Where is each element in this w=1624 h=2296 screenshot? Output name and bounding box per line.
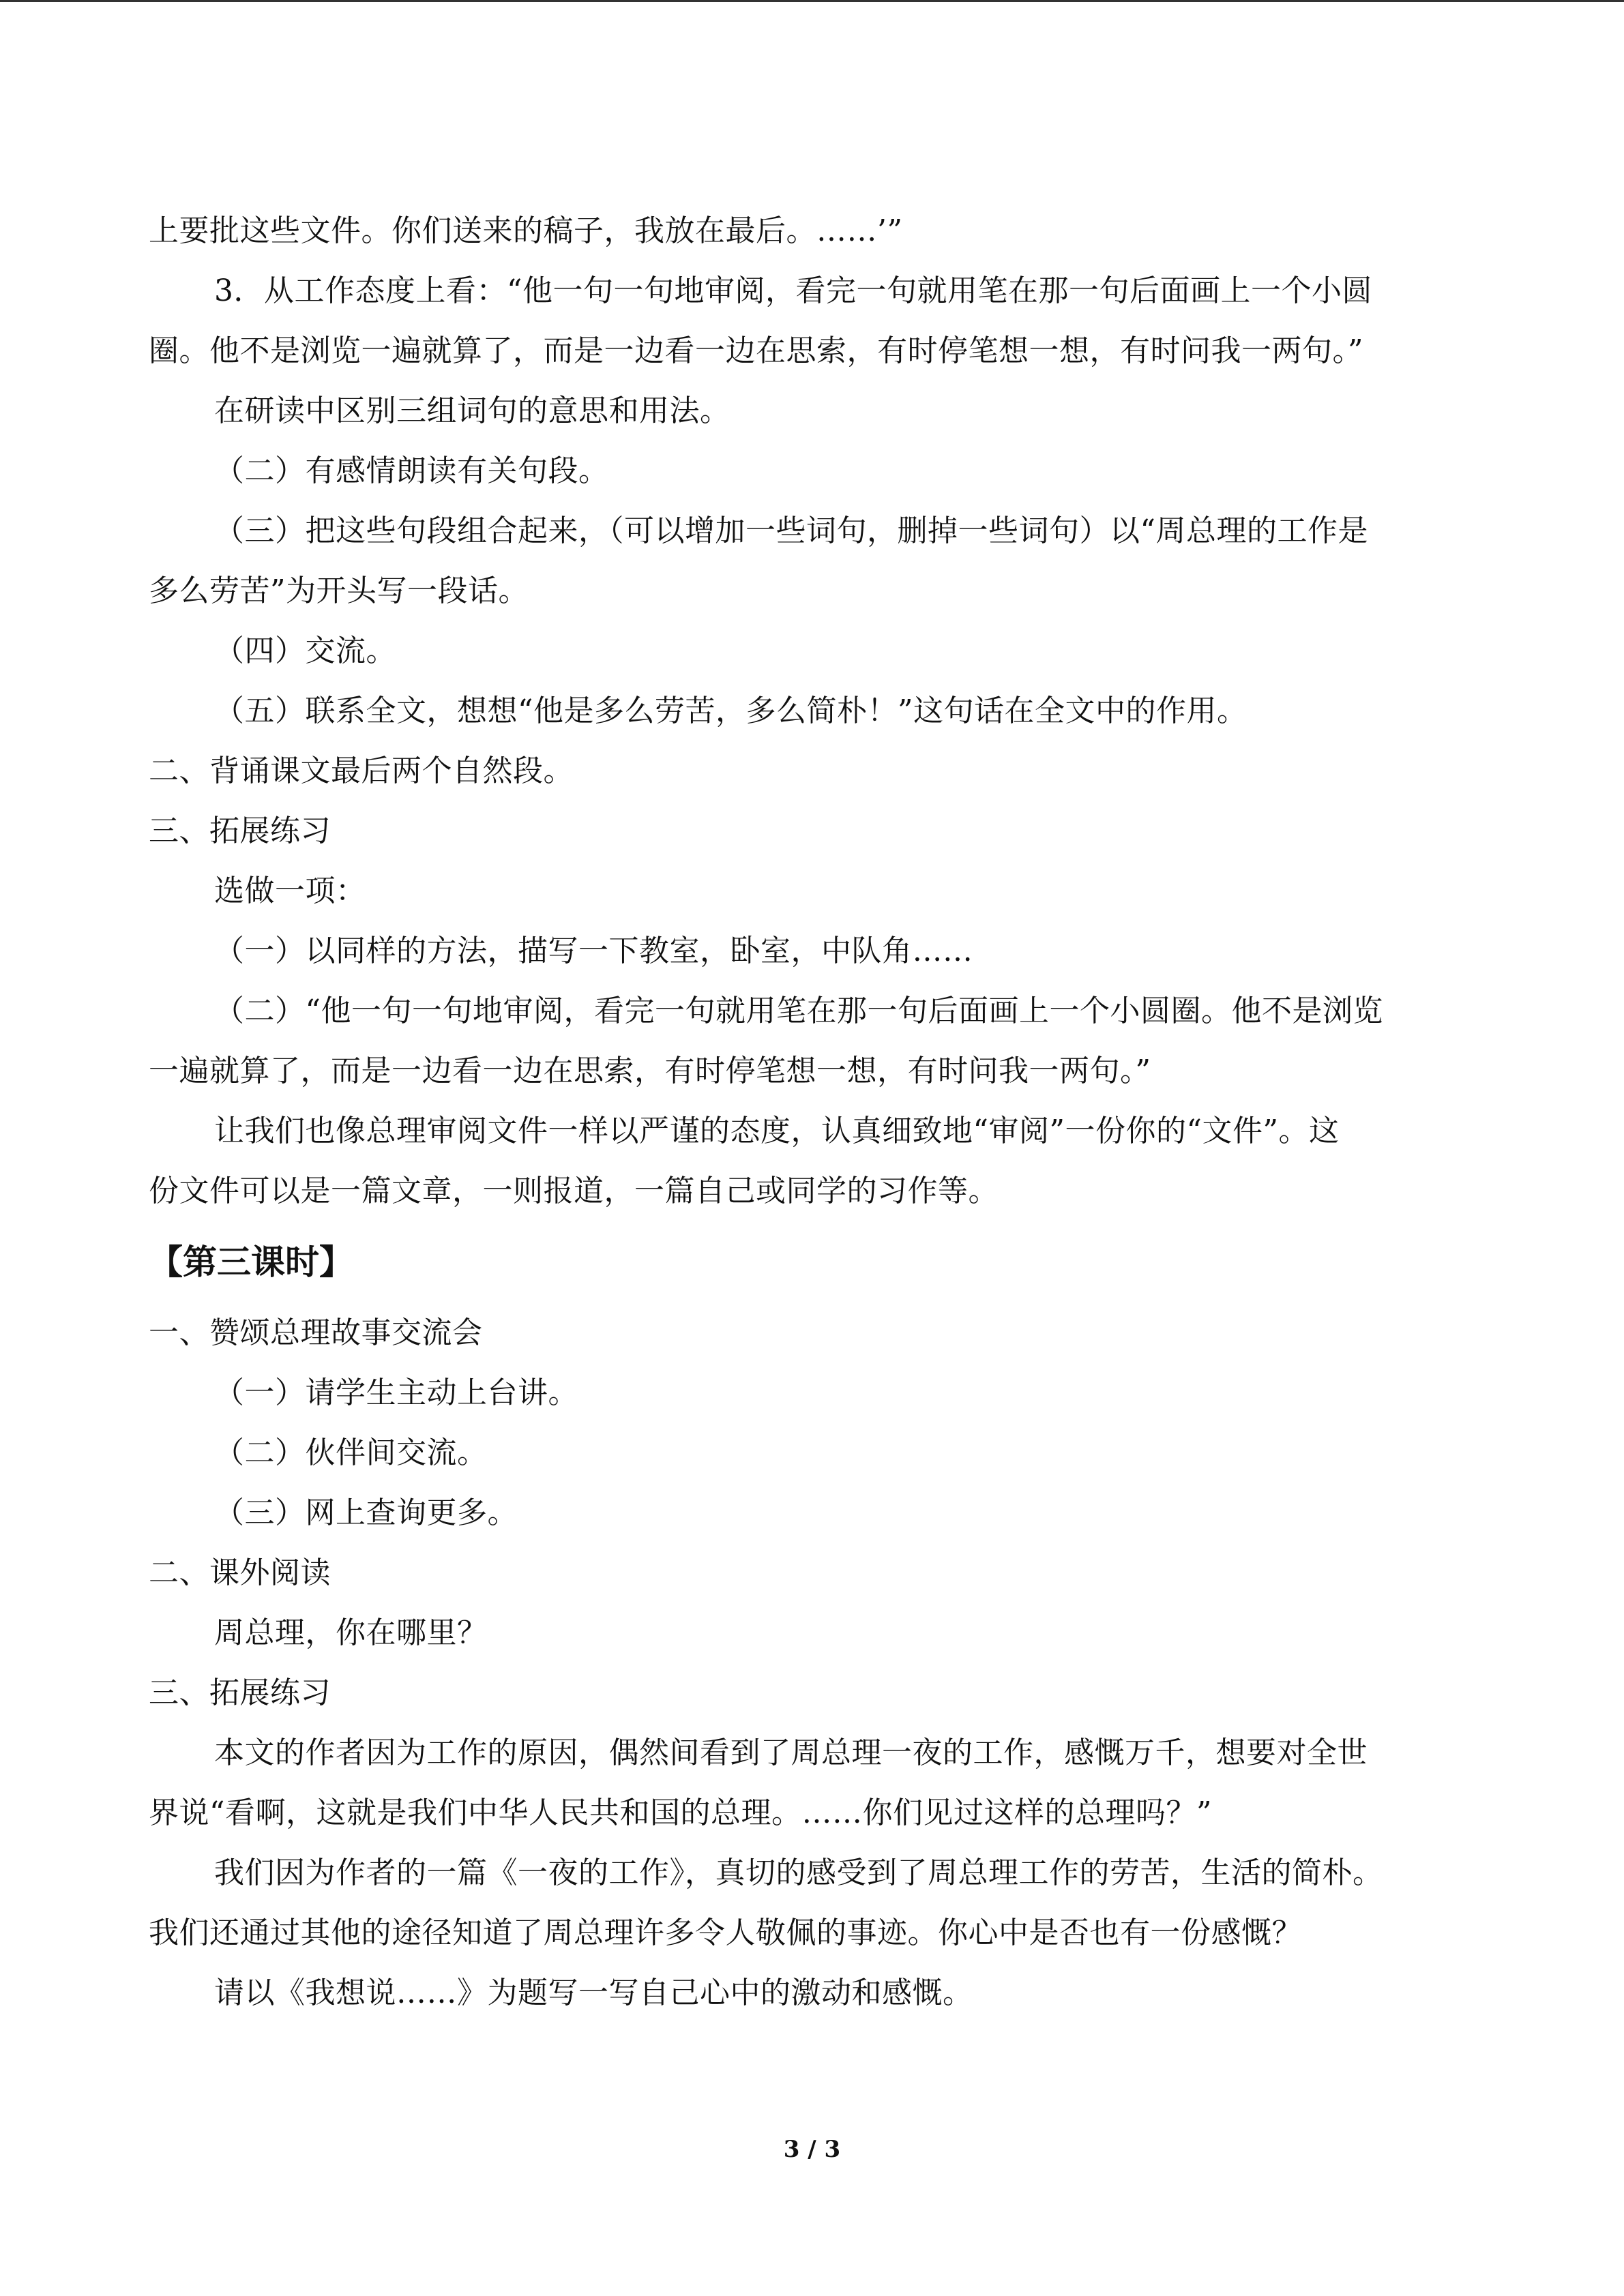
text-line: 我们因为作者的一篇《一夜的工作》，真切的感受到了周总理工作的劳苦，生活的简朴。: [214, 1855, 1383, 1890]
text-line: （四）交流。: [214, 633, 396, 668]
text-line: 周总理，你在哪里？: [214, 1615, 488, 1650]
text-line: 三、拓展练习: [149, 1675, 331, 1710]
text-line: 圈。他不是浏览一遍就算了，而是一边看一边在思索，有时停笔想一想，有时问我一两句。”: [149, 333, 1363, 368]
text-line: 3．从工作态度上看：“他一句一句地审阅，看完一句就用笔在那一句后面画上一个小圆: [214, 273, 1372, 308]
text-line: （五）联系全文，想想“他是多么劳苦，多么简朴！”这句话在全文中的作用。: [214, 694, 1247, 728]
body-text-before-heading: [149, 201, 1475, 1221]
text-line: （三）网上查询更多。: [214, 1495, 518, 1530]
document-page: [149, 201, 1475, 2023]
text-line: 让我们也像总理审阅文件一样以严谨的态度，认真细致地“审阅”一份你的“文件”。这: [214, 1114, 1340, 1148]
text-line: （二）“他一句一句地审阅，看完一句就用笔在那一句后面画上一个小圆圈。他不是浏览: [214, 994, 1383, 1028]
text-line: （二）有感情朗读有关句段。: [214, 453, 609, 488]
section-heading: 【第三课时】: [149, 1242, 353, 1282]
text-line: 选做一项：: [214, 874, 366, 908]
text-line: 二、背诵课文最后两个自然段。: [149, 754, 574, 788]
text-line: （一）请学生主动上台讲。: [214, 1375, 578, 1410]
text-line: 上要批这些文件。你们送来的稿子，我放在最后。……’”: [149, 213, 903, 248]
text-line: 界说“看啊，这就是我们中华人民共和国的总理。……你们见过这样的总理吗？”: [149, 1795, 1212, 1830]
text-line: （三）把这些句段组合起来，（可以增加一些词句，删掉一些词句）以“周总理的工作是: [214, 513, 1368, 548]
text-line: 份文件可以是一篇文章，一则报道，一篇自己或同学的习作等。: [149, 1174, 999, 1208]
text-line: 二、课外阅读: [149, 1555, 331, 1590]
text-line: 本文的作者因为工作的原因，偶然间看到了周总理一夜的工作，感慨万千，想要对全世: [214, 1735, 1368, 1770]
text-line: 我们还通过其他的途径知道了周总理许多令人敬佩的事迹。你心中是否也有一份感慨？: [149, 1915, 1302, 1950]
body-text-after-heading: [149, 1303, 1475, 2023]
text-line: （二）伙伴间交流。: [214, 1435, 488, 1470]
text-line: 在研读中区别三组词句的意思和用法。: [214, 393, 730, 428]
text-line: （一）以同样的方法，描写一下教室，卧室，中队角……: [214, 934, 973, 968]
text-line: 三、拓展练习: [149, 814, 331, 848]
text-line: 一遍就算了，而是一边看一边在思索，有时停笔想一想，有时问我一两句。”: [149, 1054, 1151, 1088]
text-line: 多么劳苦”为开头写一段话。: [149, 573, 529, 608]
page-number: 3 / 3: [783, 2136, 841, 2163]
text-line: 请以《我想说……》为题写一写自己心中的激动和感慨。: [214, 1976, 973, 2010]
text-line: 一、赞颂总理故事交流会: [149, 1315, 483, 1350]
top-border-line: [0, 0, 1624, 2]
